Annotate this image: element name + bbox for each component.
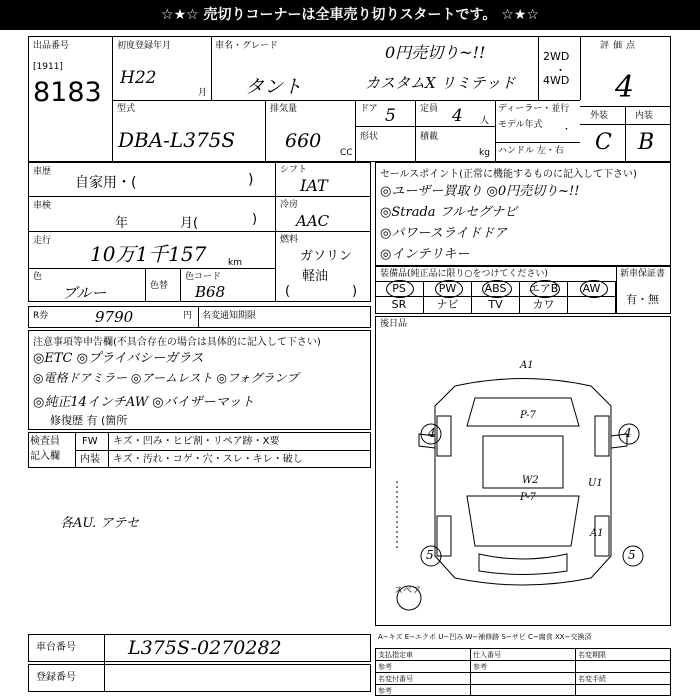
score-value: 4 <box>615 70 635 105</box>
capacity-value: 4 <box>452 106 463 126</box>
inspector-label-2: 記入欄 <box>30 451 60 462</box>
load-unit: kg <box>479 148 490 158</box>
lot-label: 出品番号 <box>33 41 70 51</box>
model-year-sep: ・ <box>562 125 572 135</box>
ext-label: 外装 <box>590 111 609 121</box>
shape-label: 形状 <box>360 132 379 142</box>
fuel-label: 燃料 <box>280 235 299 245</box>
door-label: ドア <box>360 104 378 114</box>
ac-label: 冷房 <box>280 200 299 210</box>
equipment-label: 装備品(純正品に限り○をつけてください) <box>380 269 548 279</box>
warranty-label: 新車保証書 <box>620 269 666 279</box>
lot-number: 8183 <box>33 77 102 108</box>
repair-history: 修復歴 有 (箇所 <box>50 414 128 427</box>
inspection-close: ) <box>252 212 258 227</box>
equip-ps: PS <box>375 281 424 297</box>
inspector-fw-items: キズ・凹み・ヒビ割・リペア跡・X要 <box>113 436 280 447</box>
color-code-label: 色コード <box>185 272 222 282</box>
displacement-value: 660 <box>285 130 322 152</box>
color-value: ブルー <box>62 284 107 302</box>
inspection-year: 年 <box>115 216 129 231</box>
footer-f1: 支払指定車 <box>378 651 413 659</box>
history-value: 自家用・( <box>75 175 137 191</box>
sales-point-2: ◎Strada フルセグナビ <box>380 205 518 220</box>
diag-a1-top: A1 <box>520 360 534 371</box>
diag-p-top: P-7 <box>520 410 536 421</box>
registration-box <box>28 664 371 692</box>
first-reg-label: 初度登録年月 <box>117 41 172 51</box>
inspector-fw: FW <box>82 436 98 447</box>
model-value: DBA-L375S <box>118 128 236 152</box>
inspector-label-1: 検査員 <box>30 436 60 447</box>
equip-aw: AW <box>568 281 616 297</box>
equip-abs: ABS <box>472 281 520 297</box>
warranty-value: 有・無 <box>626 293 659 306</box>
capacity-unit: 人 <box>480 116 490 126</box>
equip-navi: ナビ <box>424 297 472 314</box>
displacement-label: 排気量 <box>270 104 298 114</box>
drive-dot: ・ <box>555 64 566 77</box>
diag-p-mid: P-7 <box>520 492 536 503</box>
sales-point-4: ◎インテリキー <box>380 247 470 262</box>
car-name-label: 車名・グレード <box>215 41 279 51</box>
history-close: ) <box>248 172 254 188</box>
inspection-month: 月( <box>180 216 199 231</box>
drive-2wd: 2WD <box>543 50 570 63</box>
door-value: 5 <box>385 106 396 126</box>
model-label: 型式 <box>117 104 136 114</box>
recycle-value: 9790 <box>95 308 134 326</box>
model-year-label: モデル年式 <box>498 120 543 130</box>
drive-4wd: 4WD <box>543 74 570 87</box>
footer-f2: 参考 <box>378 663 392 671</box>
recycle-unit: 円 <box>183 311 193 321</box>
top-banner: ☆★☆ 売切りコーナーは全車売り切りスタートです。 ☆★☆ <box>0 0 700 30</box>
dealer-label: ディーラー・並行 <box>498 104 570 114</box>
footer-f8: 名変手続 <box>578 675 606 683</box>
recycle-box <box>28 306 371 328</box>
fuel-paren-close: ) <box>352 284 358 299</box>
color-change-label: 色替 <box>150 281 169 291</box>
diag-w2: W2 <box>522 475 539 486</box>
chassis-value: L375S-0270282 <box>128 637 282 659</box>
equip-airbag: エアB <box>520 281 568 297</box>
registration-label: 登録番号 <box>36 672 76 683</box>
diag-left-wheel-num: 4 <box>428 426 436 440</box>
inspector-int-items: キズ・汚れ・コゲ・穴・スレ・キレ・破し <box>113 454 303 465</box>
diag-u1: U1 <box>588 478 603 489</box>
handwritten-note: 各AU. アテセ <box>60 516 140 531</box>
fuel-paren-open: ( <box>285 284 291 299</box>
footer-f3: 仕入番号 <box>473 651 501 659</box>
mileage-label: 走行 <box>33 236 52 246</box>
damage-legend: A−キズ E−エクボ U−凹み W−補修跡 S−サビ C−腐食 XX−交換済 <box>378 633 592 641</box>
lot-code: [1911] <box>33 62 63 72</box>
capacity-label: 定員 <box>420 104 439 114</box>
car-name-note: 0円売切り~!! <box>385 43 486 62</box>
equip-pw: PW <box>424 281 472 297</box>
history-label: 車歴 <box>33 167 52 177</box>
color-label: 色 <box>33 272 43 282</box>
fuel-light: 軽油 <box>302 269 329 284</box>
equip-tv: TV <box>472 297 520 314</box>
displacement-unit: CC <box>340 148 353 158</box>
first-reg-year: H22 <box>120 68 157 88</box>
sales-points-label: セールスポイント(正常に機能するものに記入して下さい) <box>380 169 637 180</box>
rear-label: 後日品 <box>380 319 408 329</box>
inspection-label: 車検 <box>33 201 52 211</box>
first-reg-month-unit: 月 <box>198 88 208 98</box>
ext-grade: C <box>595 130 612 155</box>
diag-bottom-right-num: 5 <box>628 548 636 562</box>
inspector-int: 内装 <box>80 454 100 465</box>
equip-sr: SR <box>375 297 424 314</box>
footer-f5: 名変期限 <box>578 651 606 659</box>
car-grade: カスタムX リミテッド <box>365 74 516 92</box>
sales-point-3: ◎パワースライドドア <box>380 226 507 241</box>
equip-leather: カワ <box>520 297 568 314</box>
diag-a1-right: A1 <box>590 528 604 539</box>
notice-label: 名変通知期限 <box>202 311 257 321</box>
shift-label: シフト <box>280 165 308 175</box>
shift-value: IAT <box>300 176 328 195</box>
sales-point-1: ◎ユーザー買取り ◎0円売切り~!! <box>380 184 580 199</box>
footer-f7: 参考 <box>378 687 392 695</box>
footer-f6: 名変付番号 <box>378 675 413 683</box>
color-code-value: B68 <box>195 283 226 301</box>
handle-label: ハンドル 左・右 <box>498 146 564 156</box>
equip-blank <box>568 297 616 314</box>
diag-spare: スペア <box>394 586 422 596</box>
memo-line-2: ◎電格ドアミラー ◎アームレスト ◎フォグランプ <box>33 371 299 385</box>
ac-value: AAC <box>296 212 330 230</box>
int-label: 内装 <box>635 111 654 121</box>
recycle-label: R券 <box>33 311 49 321</box>
mileage-value: 10万1千157 <box>90 242 207 266</box>
chassis-label: 車台番号 <box>36 642 76 653</box>
diag-right-wheel-num: 4 <box>624 426 632 440</box>
memo-line-3: ◎純正14インチAW ◎バイザーマット <box>33 395 255 410</box>
memo-label: 注意事項等申告欄(不具合存在の場合は具体的に記入して下さい) <box>33 337 321 348</box>
int-grade: B <box>638 130 655 155</box>
score-label: 評価点 <box>600 41 640 51</box>
car-name: タント <box>245 76 303 98</box>
mileage-unit: km <box>228 258 242 268</box>
diag-bottom-left-num: 5 <box>426 548 434 562</box>
footer-f4: 参考 <box>473 663 487 671</box>
memo-line-1: ◎ETC ◎プライバシーガラス <box>33 351 204 366</box>
load-label: 積載 <box>420 132 439 142</box>
fuel-gas: ガソリン <box>300 249 353 264</box>
